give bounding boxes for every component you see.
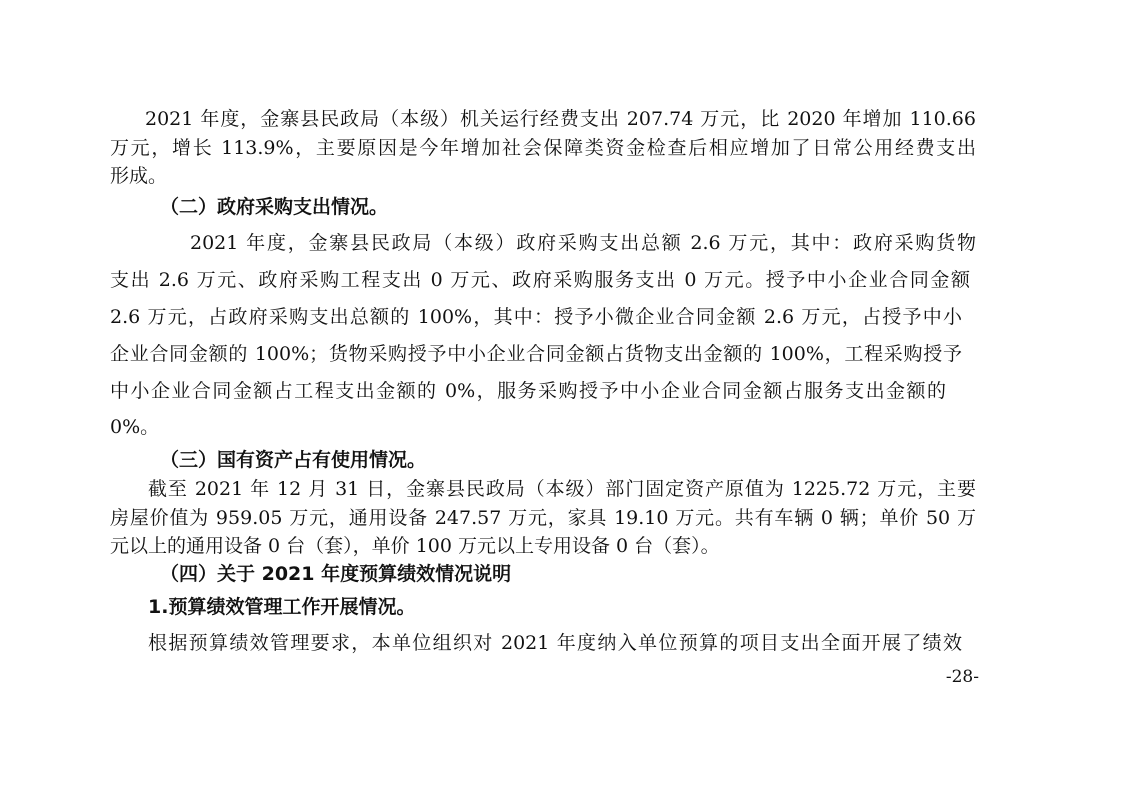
paragraph-operating-expenses-line-1: 2021 年度，金寨县民政局（本级）机关运行经费支出 207.74 万元，比 2020 年增加 110.66 bbox=[145, 108, 976, 130]
heading-budget-performance: （四）关于 2021 年度预算绩效情况说明 bbox=[160, 563, 512, 585]
paragraph-assets-line-3: 元以上的通用设备 0 台（套），单价 100 万元以上专用设备 0 台（套）。 bbox=[110, 535, 720, 557]
heading-government-procurement: （二）政府采购支出情况。 bbox=[160, 196, 389, 218]
paragraph-procurement-line-6: 0%。 bbox=[110, 416, 160, 438]
paragraph-procurement-line-4: 企业合同金额的 100%；货物采购授予中小企业合同金额占货物支出金额的 100%，工程采购授予 bbox=[110, 343, 962, 365]
paragraph-operating-expenses-line-3: 形成。 bbox=[110, 165, 168, 187]
subheading-performance-management: 1.预算绩效管理工作开展情况。 bbox=[148, 596, 416, 618]
paragraph-assets-line-2: 房屋价值为 959.05 万元，通用设备 247.57 万元，家具 19.10 万元。共有车辆 0 辆；单价 50 万 bbox=[110, 507, 976, 529]
paragraph-performance-line-1: 根据预算绩效管理要求，本单位组织对 2021 年度纳入单位预算的项目支出全面开展了绩效 bbox=[148, 632, 962, 654]
page-number: -28- bbox=[945, 667, 979, 687]
paragraph-assets-line-1: 截至 2021 年 12 月 31 日，金寨县民政局（本级）部门固定资产原值为 1225.72 万元，主要 bbox=[148, 478, 976, 500]
paragraph-procurement-line-2: 支出 2.6 万元、政府采购工程支出 0 万元、政府采购服务支出 0 万元。授予中小企业合同金额 bbox=[110, 269, 970, 291]
paragraph-procurement-line-3: 2.6 万元，占政府采购支出总额的 100%，其中：授予小微企业合同金额 2.6 万元，占授予中小 bbox=[110, 306, 962, 328]
paragraph-procurement-line-5: 中小企业合同金额占工程支出金额的 0%，服务采购授予中小企业合同金额占服务支出金额的 bbox=[110, 380, 946, 402]
paragraph-operating-expenses-line-2: 万元，增长 113.9%，主要原因是今年增加社会保障类资金检查后相应增加了日常公用经费支出 bbox=[110, 137, 976, 159]
paragraph-procurement-line-1: 2021 年度，金寨县民政局（本级）政府采购支出总额 2.6 万元，其中：政府采购货物 bbox=[190, 232, 976, 254]
heading-state-assets: （三）国有资产占有使用情况。 bbox=[160, 449, 427, 471]
